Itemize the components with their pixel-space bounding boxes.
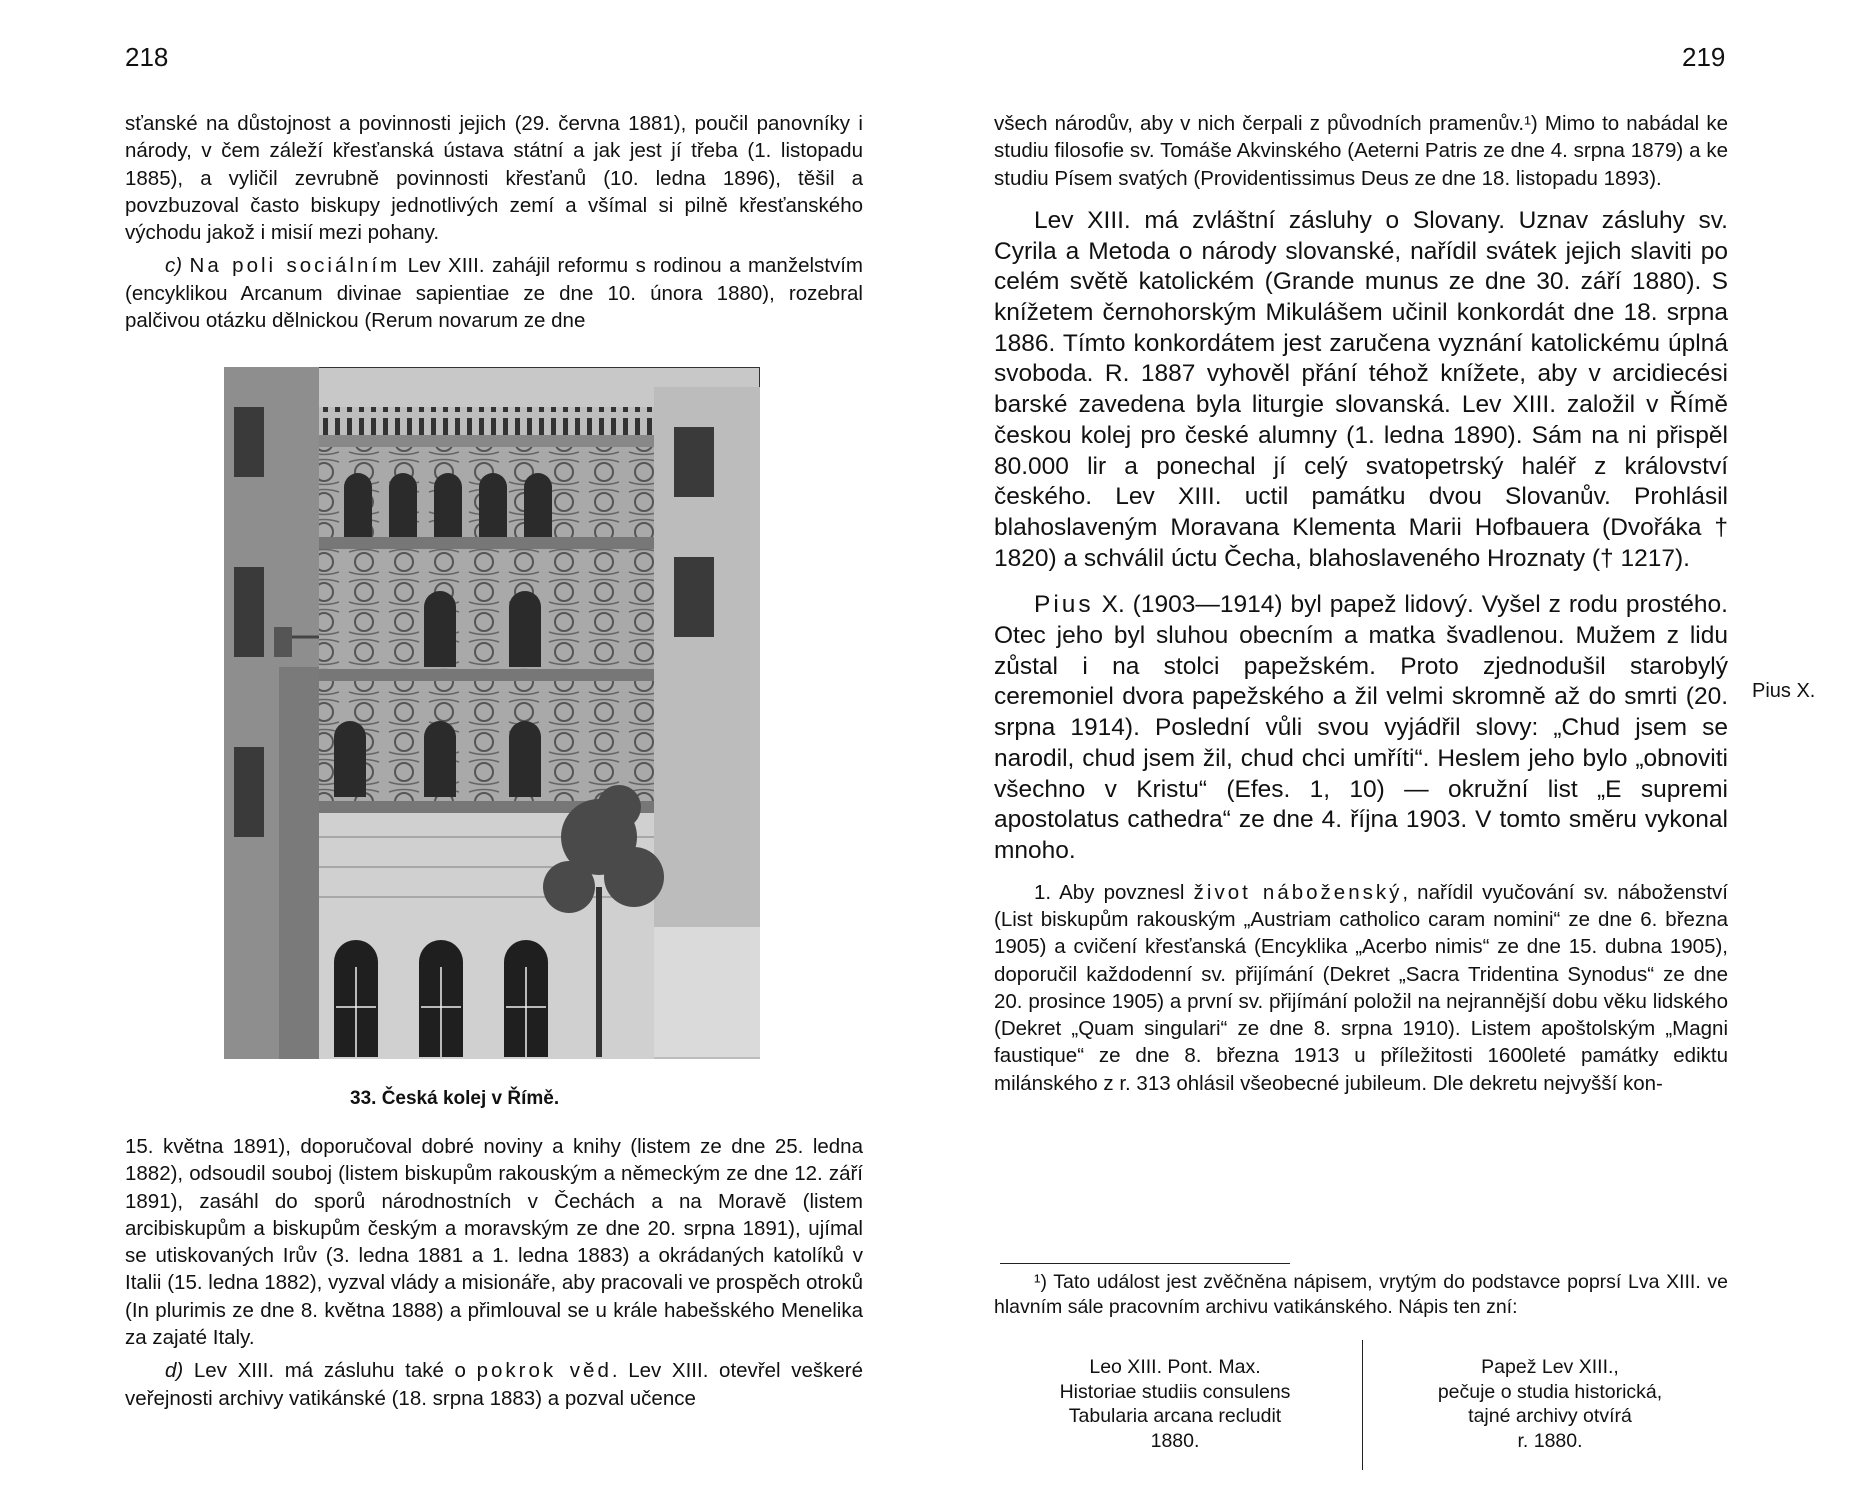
college-photo [224, 367, 760, 1059]
paragraph-text: Lev XIII. má zásluhu také o [193, 1359, 477, 1383]
inscription-line: Historiae studiis consulens [1059, 1380, 1291, 1403]
margin-note: Pius X. [1752, 680, 1816, 702]
inscription-czech [1385, 1355, 1715, 1454]
paragraph-text: . Lev XIII. otevřel veškeré veřejnosti archivy vatikánské (18. srpna 1883) a pozval učence [125, 1359, 864, 1410]
paragraph-text: 1. Aby povznesl [1034, 880, 1194, 904]
footnote-text: ¹) Tato událost jest zvěčněna nápisem, vrytým do podstavce poprsí Lva XIII. ve hlavním sále pracovním archivu vatikánského. Nápis ten zní: [994, 1271, 1728, 1318]
section-label: c) [165, 254, 190, 278]
paragraph-text: X. (1903—1914) byl papež lidový. Vyšel z rodu prostého. Otec jeho byl sluhou obecním a matka švadlenou. Mužem z lidu zůstal i na stolci papežském. Proto zjednodušil starobylý ceremoniel dvora papežského a žil velmi skromně až do smrti (20. srpna 1914). Poslední vůli svou vyjádřil slovy: „Chud jsem se narodil, chud jsem žil, chud chci umříti“. Heslem jeho bylo „obnoviti všechno v Kristu“ (Efes. 1, 10) — okružní list „E supremi apostolatus cathedra“ ze dne 4. října 1903. V tomto směru vykonal mnoho. [994, 591, 1728, 864]
inscription-line: tajné archivy otvírá [1468, 1405, 1632, 1428]
inscription-line: pečuje o studia historická, [1437, 1380, 1663, 1403]
section-label: d) [165, 1359, 194, 1383]
paragraph-religious-life [994, 879, 1728, 1097]
left-top-text [125, 110, 863, 334]
page-number-left: 218 [125, 42, 169, 72]
left-bottom-text [125, 1133, 863, 1412]
spaced-heading: život náboženský [1193, 880, 1403, 904]
inscription-line: Tabularia arcana recludit [1068, 1405, 1282, 1428]
paragraph-text: Lev XIII. zahájil reformu s rodinou a manželstvím (encyklikou Arcanum divinae sapientiae ze dne 10. února 1880), rozebral palčivou otázku dělnickou (Rerum novarum ze dne [125, 254, 863, 333]
inscription-latin [1010, 1355, 1340, 1454]
spaced-heading: Pius [1034, 591, 1094, 619]
paragraph: sťanské na důstojnost a povinnosti jejich (29. června 1881), poučil panovníky i národy, v čem záleží křesťanská ústava státní a jak jest jí třeba (1. listopadu 1885), a vyličil zevrubně povinnosti křesťanů (10. ledna 1896), těšil a povzbuzoval často biskupy jednotlivých zemí a všímal si pilně křesťanského východu jakož i misií mezi pohany. [125, 112, 863, 245]
inscription-line: Papež Lev XIII., [1481, 1356, 1619, 1378]
paragraph-social [125, 252, 863, 334]
footnote [994, 1270, 1728, 1319]
paragraph: 15. května 1891), doporučoval dobré noviny a knihy (listem ze dne 25. ledna 1882), odsoudil souboj (listem biskupům rakouským a německým ze dne 12. září 1891), zasáhl do sporů národnostních v Čechách a na Moravě (listem arcibiskupům a biskupům českým a moravským ze dne 20. srpna 1891), ujímal se utiskovaných Irův (3. ledna 1881 a 1. ledna 1883) a okrádaných katolíků v Italii (15. ledna 1882), vyzval vlády a misionáře, aby pracovali ve prospěch otroků (In plurimis ze dne 8. května 1888) a přimlouval se u krále habešského Menelika za zajaté Italy. [125, 1135, 863, 1350]
spaced-heading: pokrok věd [476, 1359, 612, 1383]
paragraph-pius [994, 590, 1728, 866]
right-text [994, 110, 1728, 1097]
inscription-divider [1362, 1340, 1363, 1470]
paragraph: všech národův, aby v nich čerpali z původních pramenův.¹) Mimo to nabádal ke studiu filosofie sv. Tomáše Akvinského (Aeterni Patris ze dne 4. srpna 1879) a ke studiu Písem svatých (Providentissimus Deus ze dne 18. listopadu 1893). [994, 112, 1728, 190]
paragraph-slavs: Lev XIII. má zvláštní zásluhy o Slovany. Uznav zásluhy sv. Cyrila a Metoda o národy slovanské, nařídil svátek jejich slaviti po celém světě katolickém (Grande munus ze dne 30. září 1880). S knížetem černohorským Mikulášem učinil konkordát dne 18. srpna 1886. Tímto konkordátem jest zaručena vyznání katolickému úplná svoboda. R. 1887 vyhověl přání téhož knížete, aby v arcidiecési barské zavedena byla liturgie slovanská. Lev XIII. založil v Římě českou kolej pro české alumny (1. ledna 1890). Sám na ni přispěl 80.000 lir a ponechal jí celý svatopetrský haléř z království českého. Lev XIII. uctil památku dvou Slovanův. Prohlásil blahoslaveným Moravana Klementa Marii Hofbauera (Dvořáka † 1820) a schválil úctu Čecha, blahoslaveného Hroznaty († 1217). [994, 206, 1728, 572]
spaced-heading: Na poli sociálním [189, 254, 401, 278]
page-number-right: 219 [1682, 42, 1726, 72]
inscription-line: Leo XIII. Pont. Max. [1089, 1356, 1261, 1378]
figure-caption: 33. Česká kolej v Římě. [350, 1088, 560, 1109]
inscription-line: r. 1880. [1517, 1430, 1583, 1453]
paragraph-science [125, 1357, 863, 1412]
inscription-line: 1880. [1150, 1430, 1200, 1453]
footnote-rule [1000, 1263, 1290, 1264]
paragraph-text: , nařídil vyučování sv. náboženství (List biskupům rakouským „Austriam catholico caram nomini“ ze dne 6. března 1905) a cvičení křesťanská (Encyklika „Acerbo nimis“ ze dne 15. dubna 1905), doporučil každodenní sv. přijímání (Dekret „Sacra Tridentina Synodus“ ze dne 20. prosince 1905) a první sv. přijímání položil na nejrannější dobu věku lidského (Dekret „Quam singulari“ ze dne 8. srpna 1910). Listem apoštolským „Magni faustique“ ze dne 8. března 1913 u příležitosti 1600leté památky ediktu milánského z r. 313 ohlásil všeobecné jubileum. Dle dekretu nejvyšší kon- [994, 880, 1728, 1095]
